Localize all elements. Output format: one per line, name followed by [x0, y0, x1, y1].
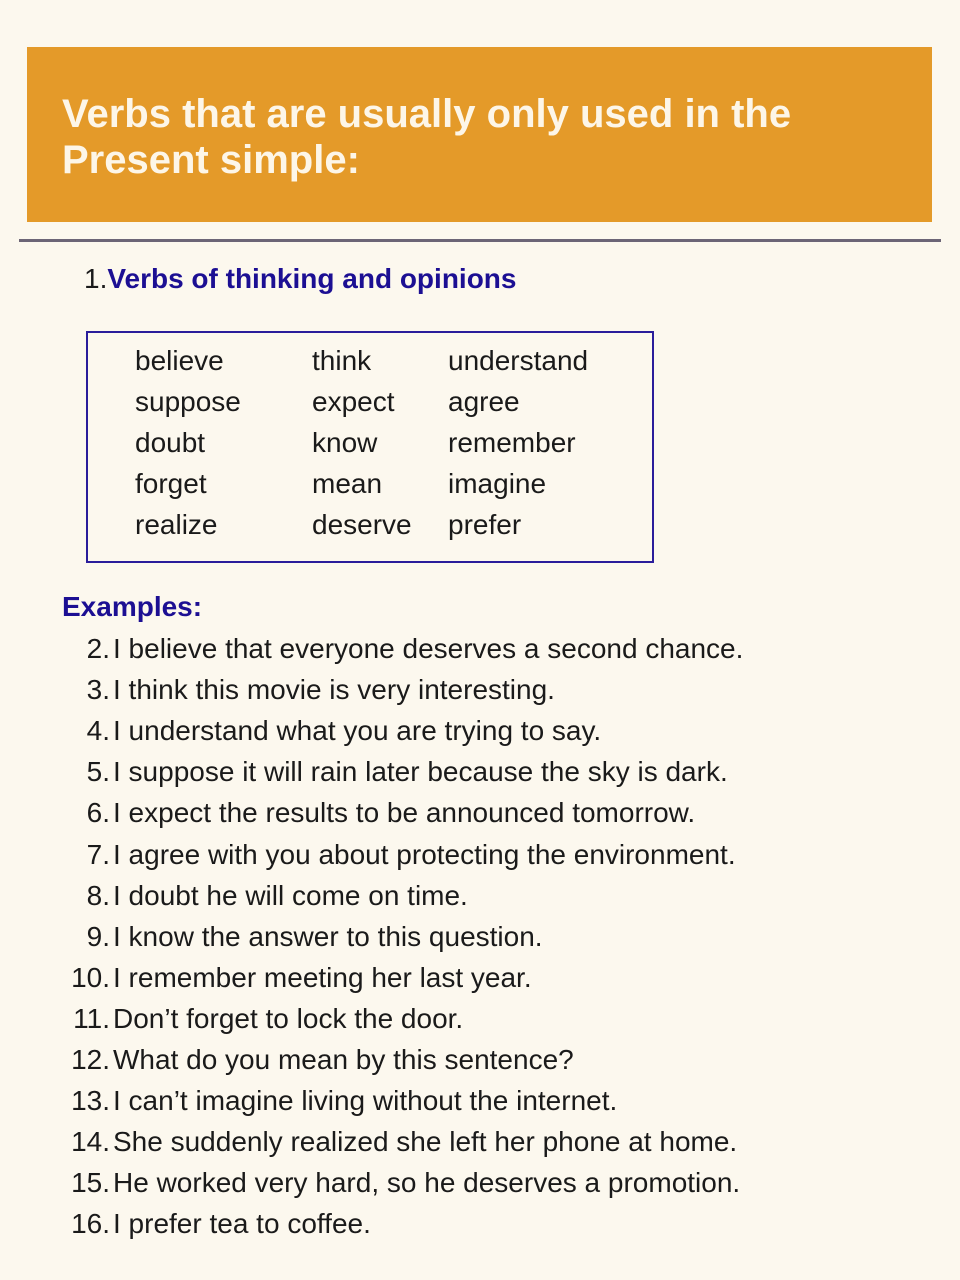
- verb-item: think: [312, 345, 372, 376]
- verb-item: deserve: [312, 509, 412, 540]
- example-item: [0, 961, 532, 995]
- verb-item: remember: [448, 427, 576, 458]
- example-item: [0, 920, 543, 954]
- page-title: Verbs that are usually only used in the Present simple:: [62, 92, 792, 182]
- verb-item: doubt: [135, 427, 206, 458]
- example-sentence: Don’t forget to lock the door.: [113, 1002, 464, 1034]
- example-item: [0, 632, 743, 666]
- example-item: [0, 796, 695, 830]
- example-sentence: I prefer tea to coffee.: [113, 1208, 371, 1240]
- example-number: 10.: [71, 961, 110, 993]
- verb-item: expect: [312, 386, 395, 417]
- example-number: 5.: [86, 756, 110, 788]
- section-title: Verbs of thinking and opinions: [107, 263, 517, 294]
- example-item: [0, 1166, 740, 1200]
- example-item: [0, 838, 736, 872]
- example-number: 14.: [71, 1126, 110, 1158]
- example-number: 2.: [86, 633, 110, 664]
- example-number: 12.: [71, 1044, 110, 1075]
- verb-item: forget: [135, 468, 207, 499]
- example-sentence: I think this movie is very interesting.: [113, 674, 555, 706]
- example-number: 13.: [71, 1085, 110, 1117]
- example-number: 11.: [73, 1002, 110, 1034]
- verb-item: imagine: [448, 468, 547, 499]
- verb-item: know: [312, 427, 378, 458]
- example-number: 9.: [86, 920, 110, 952]
- example-item: [0, 1002, 463, 1036]
- example-sentence: I doubt he will come on time.: [113, 879, 468, 911]
- divider: [19, 239, 941, 242]
- example-item: [0, 1043, 574, 1077]
- example-number: 15.: [71, 1167, 110, 1199]
- verb-item: mean: [312, 468, 383, 499]
- example-sentence: She suddenly realized she left her phone at home.: [113, 1126, 738, 1158]
- example-sentence: I agree with you about protecting the environment.: [113, 838, 736, 870]
- example-number: 3.: [86, 674, 110, 706]
- example-number: 16.: [71, 1208, 110, 1240]
- example-item: [0, 1084, 617, 1118]
- example-number: 7.: [86, 838, 110, 870]
- example-item: [0, 879, 468, 913]
- title-banner: [27, 47, 932, 222]
- verb-item: prefer: [448, 509, 522, 540]
- verb-item: suppose: [135, 386, 241, 417]
- section-number: 1.: [84, 263, 108, 294]
- example-item: [0, 755, 728, 789]
- example-item: [0, 714, 601, 748]
- example-sentence: I understand what you are trying to say.: [113, 715, 602, 747]
- example-sentence: What do you mean by this sentence?: [113, 1044, 574, 1075]
- example-sentence: I remember meeting her last year.: [113, 961, 532, 993]
- verb-item: believe: [135, 345, 224, 376]
- example-sentence: He worked very hard, so he deserves a promotion.: [113, 1167, 741, 1199]
- example-sentence: I believe that everyone deserves a second chance.: [113, 633, 744, 664]
- example-sentence: I suppose it will rain later because the sky is dark.: [113, 756, 728, 788]
- example-item: [0, 1207, 371, 1241]
- example-number: 4.: [86, 715, 110, 747]
- example-sentence: I expect the results to be announced tomorrow.: [113, 797, 696, 829]
- example-number: 8.: [86, 879, 110, 911]
- example-item: [0, 673, 555, 707]
- verb-item: realize: [135, 509, 218, 540]
- example-sentence: I know the answer to this question.: [113, 920, 543, 952]
- section-heading: [84, 262, 516, 296]
- example-item: [0, 1125, 737, 1159]
- verb-item: agree: [448, 386, 520, 417]
- example-sentence: I can’t imagine living without the internet.: [113, 1085, 618, 1117]
- verb-item: understand: [448, 345, 589, 376]
- example-number: 6.: [86, 797, 110, 829]
- examples-heading: Examples:: [62, 591, 203, 622]
